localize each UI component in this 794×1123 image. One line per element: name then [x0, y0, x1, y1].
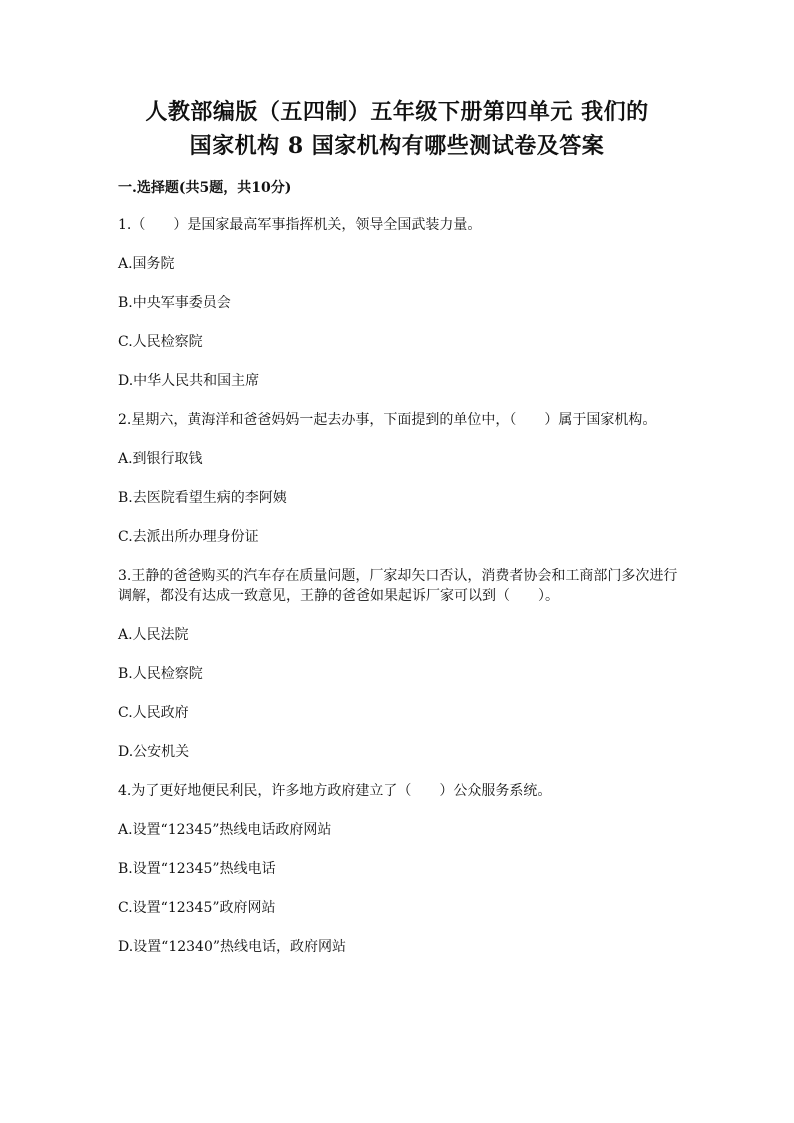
- option-b: B.去医院看望生病的李阿姨: [118, 490, 287, 506]
- question-stem: 4.为了更好地便民利民，许多地方政府建立了（ ）公众服务系统。: [118, 783, 552, 799]
- question-stem: 1.（ ）是国家最高军事指挥机关，领导全国武装力量。: [118, 217, 482, 233]
- option-c: C.去派出所办理身份证: [118, 529, 259, 545]
- option-c: C.人民检察院: [118, 334, 203, 350]
- question-4: [118, 781, 678, 957]
- option-a: A.国务院: [118, 256, 175, 272]
- question-2: [118, 410, 678, 547]
- title-line-1: 人教部编版（五四制）五年级下册第四单元 我们的: [145, 99, 649, 125]
- document-title: [0, 95, 794, 163]
- question-1: [118, 215, 678, 391]
- option-b: B.设置“12345”热线电话: [118, 861, 276, 877]
- option-d: D.中华人民共和国主席: [118, 373, 260, 389]
- question-stem: 3.王静的爸爸购买的汽车存在质量问题，厂家却矢口否认，消费者协会和工商部门多次进行调解，都没有达成一致意见，王静的爸爸如果起诉厂家可以到（ ）。: [118, 568, 678, 604]
- section-heading: 一.选择题(共5题，共10分): [118, 180, 292, 196]
- option-c: C.人民政府: [118, 705, 189, 721]
- question-3: [118, 566, 678, 762]
- question-list: [118, 215, 678, 976]
- option-c: C.设置“12345”政府网站: [118, 900, 276, 916]
- option-d: D.公安机关: [118, 744, 190, 760]
- option-a: A.人民法院: [118, 627, 189, 643]
- option-b: B.人民检察院: [118, 666, 203, 682]
- option-a: A.设置“12345”热线电话政府网站: [118, 822, 332, 838]
- question-stem: 2.星期六，黄海洋和爸爸妈妈一起去办事，下面提到的单位中，（ ）属于国家机构。: [118, 412, 657, 428]
- title-line-2: 国家机构 8 国家机构有哪些测试卷及答案: [189, 133, 605, 159]
- option-d: D.设置“12340”热线电话，政府网站: [118, 939, 347, 955]
- option-b: B.中央军事委员会: [118, 295, 231, 311]
- option-a: A.到银行取钱: [118, 451, 203, 467]
